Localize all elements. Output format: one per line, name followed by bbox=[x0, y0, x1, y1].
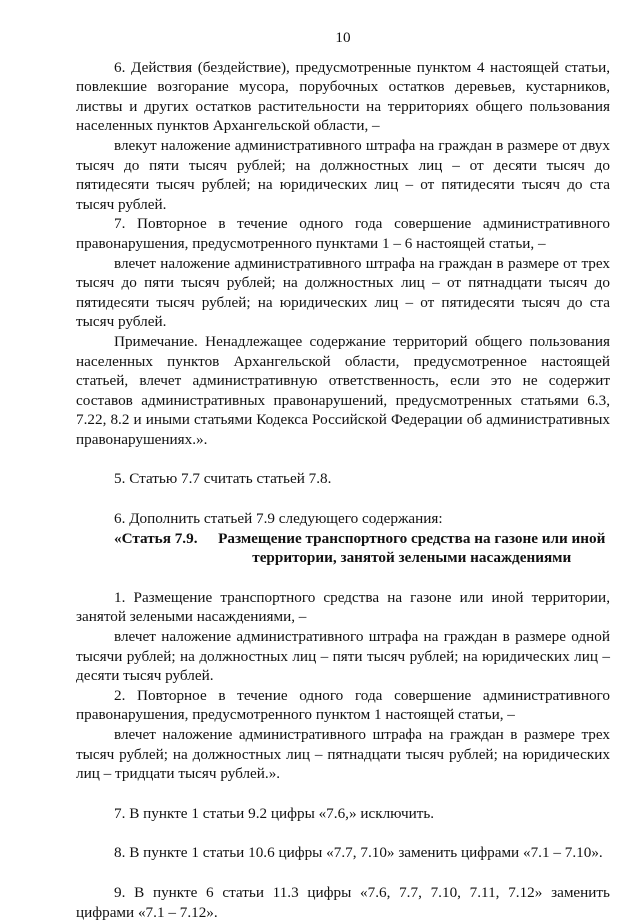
document-page bbox=[76, 28, 610, 922]
page-number: 10 bbox=[335, 29, 351, 46]
paragraph-item-6: 6. Действия (бездействие), предусмотренные пунктом 4 настоящей статьи, повлекшие возгорание мусора, порубочных остатков деревьев, кустарников, листвы и других остатков растительности на территориях общего пользования населенных пунктов Архангельской области, – bbox=[76, 58, 610, 135]
paragraph-penalty-6: влекут наложение административного штрафа на граждан в размере от двух тысяч до пяти тысяч рублей; на должностных лиц – от десяти тысяч до пятидесяти тысяч рублей; на юридических лиц – от пятидесяти тысяч до ста тысяч рублей. bbox=[76, 136, 610, 213]
article-title: Размещение транспортного средства на газоне или иной территории, занятой зелеными насаждениями bbox=[218, 529, 606, 567]
paragraph-article-penalty-2: влечет наложение административного штрафа на граждан в размере трех тысяч рублей; на должностных лиц – пятнадцати тысяч рублей; на юридических лиц – тридцати тысяч рублей.». bbox=[76, 726, 610, 783]
paragraph-article-item-1: 1. Размещение транспортного средства на газоне или иной территории, занятой зелеными насаждениями, – bbox=[76, 588, 610, 626]
paragraph-penalty-7: влечет наложение административного штрафа на граждан в размере от трех тысяч до пяти тысяч рублей; на должностных лиц – от пятнадцати тысяч до пятидесяти тысяч рублей; на юридических лиц – от пятидесяти тысяч до ста тысяч рублей. bbox=[76, 254, 610, 331]
paragraph-amendment-6: 6. Дополнить статьей 7.9 следующего содержания: bbox=[114, 510, 443, 528]
article-heading bbox=[114, 529, 610, 568]
paragraph-article-penalty-1: влечет наложение административного штрафа на граждан в размере одной тысячи рублей; на должностных лиц – пяти тысяч рублей; на юридических лиц – десяти тысяч рублей. bbox=[76, 628, 610, 685]
paragraph-amendment-8: 8. В пункте 1 статьи 10.6 цифры «7.7, 7.10» заменить цифрами «7.1 – 7.10». bbox=[114, 844, 603, 862]
paragraph-article-item-2: 2. Повторное в течение одного года совершение административного правонарушения, предусмотренного пунктом 1 настоящей статьи, – bbox=[76, 686, 610, 724]
paragraph-amendment-5: 5. Статью 7.7 считать статьей 7.8. bbox=[114, 470, 332, 488]
paragraph-item-7: 7. Повторное в течение одного года совершение административного правонарушения, предусмотренного пунктами 1 – 6 настоящей статьи, – bbox=[76, 215, 610, 252]
paragraph-amendment-9: 9. В пункте 6 статьи 11.3 цифры «7.6, 7.7, 7.10, 7.11, 7.12» заменить цифрами «7.1 – 7.12». bbox=[76, 883, 610, 921]
paragraph-amendment-7: 7. В пункте 1 статьи 9.2 цифры «7.6,» исключить. bbox=[114, 804, 435, 822]
article-number: «Статья 7.9. bbox=[114, 529, 198, 547]
paragraph-note: Примечание. Ненадлежащее содержание территорий общего пользования населенных пунктов Архангельской области, предусмотренное настоящей статьей, влечет административную ответственность, если это не содержит составов административных правонарушений, предусмотренных статьями 6.3, 7.22, 8.2 и иными статьями Кодекса Российской Федерации об административных правонарушениях.». bbox=[76, 332, 610, 448]
